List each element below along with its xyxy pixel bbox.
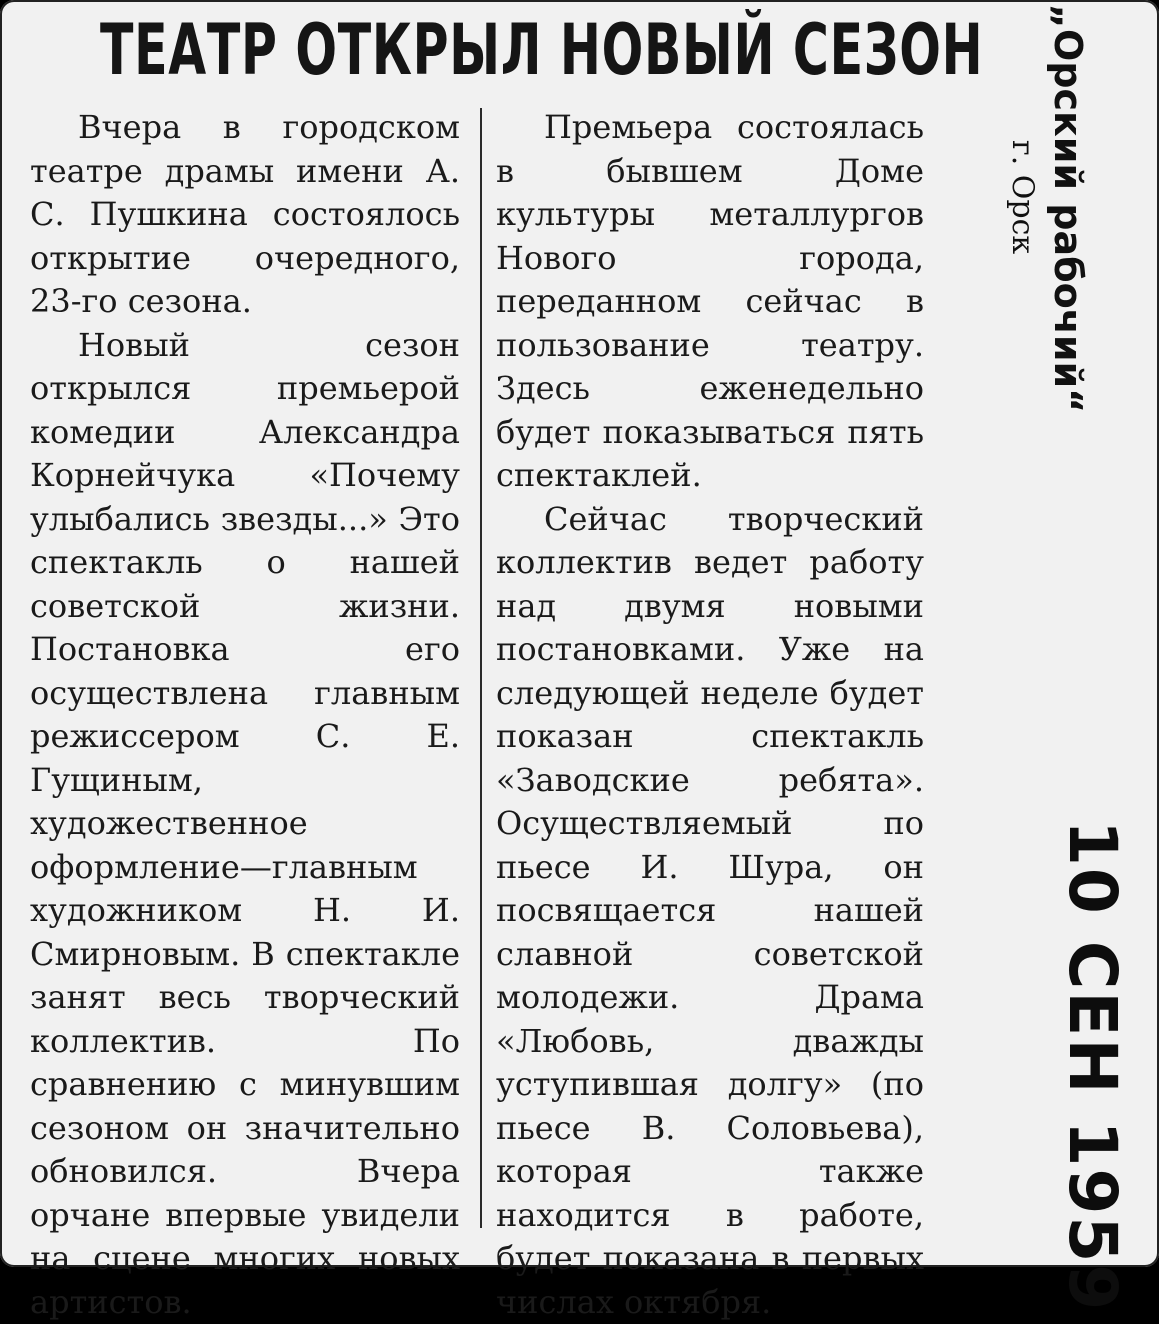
article-headline: ТЕАТР ОТКРЫЛ НОВЫЙ СЕЗОН: [100, 6, 640, 94]
city-name: г. Орск: [1000, 140, 1044, 254]
article-column-right: [496, 106, 924, 1324]
article-column-left: [30, 106, 460, 1324]
article-paragraph: Премьера состоялась в бывшем Доме культуры металлургов Нового города, переданном сейчас в пользование театру. Здесь еженедельно будет показываться пять спектаклей.: [496, 106, 924, 498]
article-paragraph: Сейчас творческий коллектив ведет работу над двумя новыми постановками. Уже на следующей неделе будет показан спектакль «Заводские ребята». Осуществляемый по пьесе И. Шура, он посвящается нашей славной советской молодежи. Драма «Любовь, дважды уступившая долгу» (по пьесе В. Соловьева), которая также находится в работе, будет показана в первых числах октября.: [496, 498, 924, 1324]
column-divider: [480, 108, 482, 1228]
article-paragraph: Новый сезон открылся премьерой комедии Александра Корнейчука «Почему улыбались звезды...» Это спектакль о нашей советской жизни. Постановка его осуществлена главным режиссером С. Е. Гущиным, художественное оформление—главным художником Н. И. Смирновым. В спектакле занят весь творческий коллектив. По сравнению с минувшим сезоном он значительно обновился. Вчера орчане впервые увидели на сцене многих новых артистов.: [30, 324, 460, 1324]
article-paragraph: Вчера в городском театре драмы имени А. С. Пушкина состоялось открытие очередного, 23-го сезона.: [30, 106, 460, 324]
date-stamp-text: 10 СЕН 1959: [1044, 820, 1140, 1312]
newspaper-name: „Орский рабочий“: [1040, 4, 1096, 413]
date-stamp: [1040, 0, 1140, 1267]
